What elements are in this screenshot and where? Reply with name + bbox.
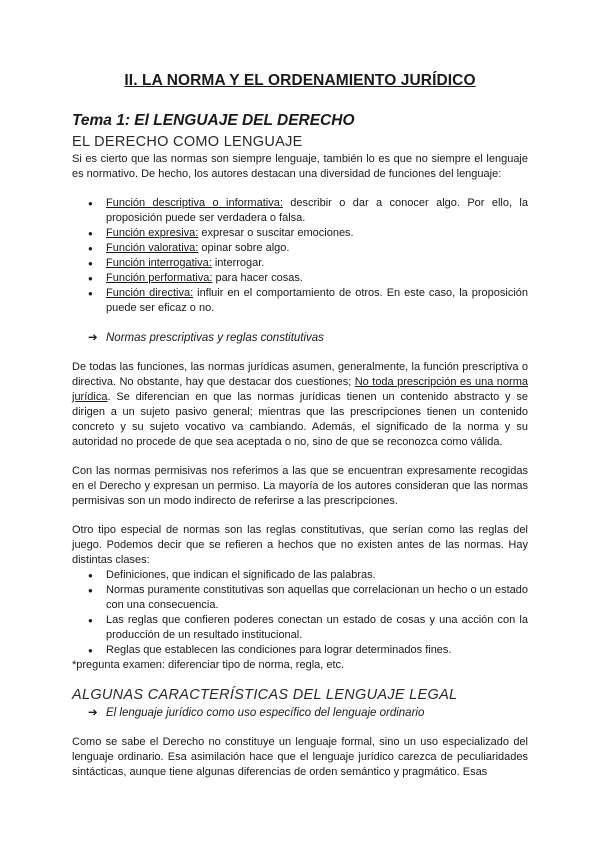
paragraph-permissive: Con las normas permisivas nos referimos a las que se encuentran expresamente recogidas en el Derecho y expresan un permiso. La mayoría de los autores consideran que las normas permisivas son un modo indirecto de referirse a las prescripciones. bbox=[72, 465, 528, 507]
function-desc: interrogar. bbox=[211, 257, 265, 269]
subheading-lenguaje-juridico bbox=[88, 705, 528, 721]
paragraph-constitutive: Otro tipo especial de normas son las reglas constitutivas, que serían como las reglas del juego. Podemos decir que se refieren a hechos que no existen antes de las normas. Hay distintas clases: bbox=[72, 524, 528, 566]
subheading-text: El lenguaje jurídico como uso específico del lenguaje ordinario bbox=[106, 707, 425, 719]
classes-list bbox=[72, 568, 528, 658]
subheading-normas-prescriptivas bbox=[88, 330, 528, 346]
subheading-text: Normas prescriptivas y reglas constitutivas bbox=[106, 332, 324, 344]
list-item bbox=[106, 241, 528, 256]
paragraph-prescriptive bbox=[72, 360, 528, 450]
section-heading-derecho-lenguaje: EL DERECHO COMO LENGUAJE bbox=[72, 134, 303, 150]
function-desc: expresar o suscitar emociones. bbox=[198, 227, 354, 239]
list-item: ● Reglas que establecen las condiciones para lograr determinados fines. bbox=[106, 643, 528, 658]
text-run: De todas las funciones, las normas jurídicas asumen, generalmente, la función prescriptiva o directiva. No obstante, hay que destacar dos cuestiones; bbox=[72, 361, 528, 388]
list-item: ● Definiciones, que indican el significado de las palabras. bbox=[106, 568, 528, 583]
list-item: ● Las reglas que confieren poderes conectan un estado de cosas y una acción con la producción de un resultado institucional. bbox=[106, 613, 528, 643]
function-name: Función performativa: bbox=[106, 272, 213, 284]
text-run: . Se diferencian en que las normas jurídicas tienen un contenido abstracto y se dirigen a un sujeto pasivo general; mientras que las prescripciones tienen un contenido concreto y su sujeto vocativo va cambiando. Además, el significado de la norma y su autoridad no procede de que sea aceptada o no, sino de que se reconozca como válida. bbox=[72, 391, 528, 448]
function-desc: opinar sobre algo. bbox=[198, 242, 290, 254]
function-name: Función interrogativa: bbox=[106, 257, 212, 269]
function-name: Función directiva: bbox=[106, 287, 194, 299]
function-desc: influir en el comportamiento de otros. En este caso, la proposición puede ser eficaz o no. bbox=[106, 287, 528, 314]
list-item bbox=[106, 286, 528, 316]
list-item bbox=[106, 256, 528, 271]
arrow-icon: ➔ bbox=[88, 707, 98, 719]
main-title: II. LA NORMA Y EL ORDENAMIENTO JURÍDICO bbox=[124, 72, 476, 89]
arrow-icon: ➔ bbox=[88, 332, 98, 344]
function-desc: describir o dar a conocer algo. Por ello, la proposición puede ser verdadera o falsa. bbox=[106, 197, 528, 224]
functions-list bbox=[72, 196, 528, 316]
paragraph-lenguaje-ordinario: Como se sabe el Derecho no constituye un lenguaje formal, sino un uso especializado del lenguaje ordinario. Esa asimilación hace que el lenguaje jurídico carezca de peculiaridades sintácticas, aunque tiene algunas diferencias de orden semántico y pragmático. Esas bbox=[72, 736, 528, 778]
function-name: Función valorativa: bbox=[106, 242, 199, 254]
list-item bbox=[106, 226, 528, 241]
tema-title: Tema 1: El LENGUAJE DEL DERECHO bbox=[72, 112, 355, 129]
function-desc: para hacer cosas. bbox=[212, 272, 303, 284]
list-item bbox=[106, 196, 528, 226]
list-item bbox=[106, 271, 528, 286]
list-item: ● Normas puramente constitutivas son aquellas que correlacionan un hecho o un estado con una consecuencia. bbox=[106, 583, 528, 613]
section-heading-lenguaje-legal: ALGUNAS CARACTERÍSTICAS DEL LENGUAJE LEGAL bbox=[72, 687, 458, 703]
intro-paragraph: Si es cierto que las normas son siempre lenguaje, también lo es que no siempre el lenguaje es normativo. De hecho, los autores destacan una diversidad de funciones del lenguaje: bbox=[72, 153, 528, 180]
function-name: Función expresiva: bbox=[106, 227, 199, 239]
function-name: Función descriptiva o informativa: bbox=[106, 197, 283, 209]
underlined-text: No toda prescripción es una norma jurídica bbox=[72, 376, 528, 403]
exam-note: *pregunta examen: diferenciar tipo de norma, regla, etc. bbox=[72, 659, 345, 671]
